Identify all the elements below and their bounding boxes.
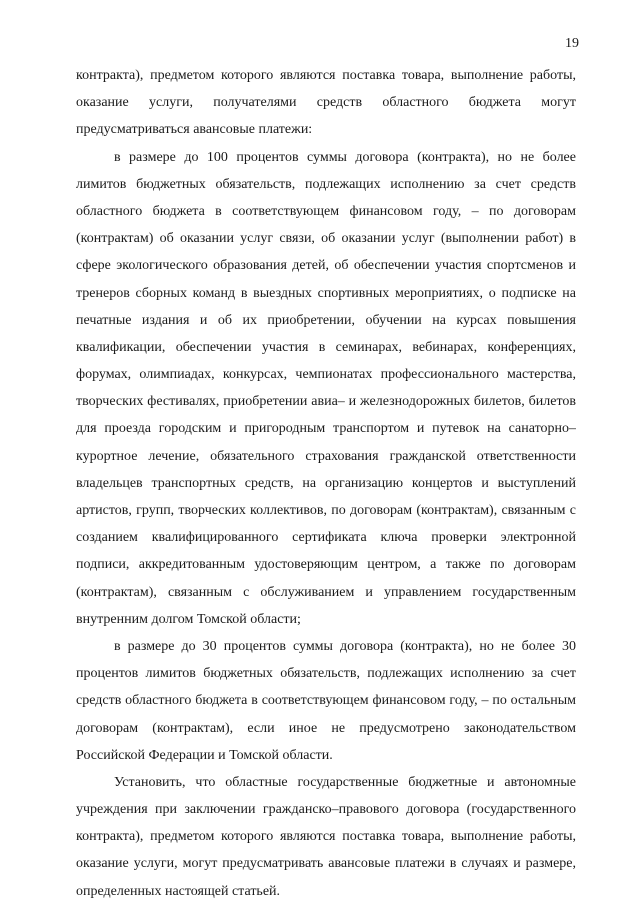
text-line: областного бюджета в соответствующем финансовом году, – по договорам (76, 203, 576, 219)
text-line: Установить, что областные государственные бюджетные и автономные (114, 774, 576, 790)
text-line: лимитов бюджетных обязательств, подлежащих исполнению за счет средств (76, 176, 576, 192)
text-line: учреждения при заключении гражданско–правового договора (государственного (76, 802, 576, 818)
text-line: (контрактам) об оказании услуг связи, об оказании услуг (выполнении работ) в (76, 231, 576, 247)
text-line: контракта), предметом которого являются поставка товара, выполнение работы, (76, 829, 576, 845)
text-line: подписи, аккредитованным удостоверяющим центром, а также по договорам (76, 557, 576, 573)
paragraph-1 (76, 62, 576, 144)
text-line: средств областного бюджета в соответствующем финансовом году, – по остальным (76, 693, 576, 709)
text-line: артистов, групп, творческих коллективов, по договорам (контрактам), связанным с (76, 503, 576, 518)
text-line: владельцев транспортных средств, на организацию концертов и выступлений (76, 475, 576, 491)
text-line: для проезда городским и пригородным транспортом и путевок на санаторно– (76, 421, 576, 437)
paragraph-2 (76, 144, 576, 633)
text-line: оказание услуги, могут предусматривать авансовые платежи в случаях и размере, (76, 856, 576, 872)
text-line: предусматриваться авансовые платежи: (76, 122, 313, 138)
text-line: определенных настоящей статьей. (76, 883, 281, 899)
text-line: внутренним долгом Томской области; (76, 611, 301, 627)
text-line: в размере до 30 процентов суммы договора (контракта), но не более 30 (114, 638, 576, 654)
paragraph-4 (76, 769, 576, 905)
text-line: оказание услуги, получателями средств областного бюджета могут (76, 95, 576, 111)
text-line: созданием квалифицированного сертификата ключа проверки электронной (76, 530, 576, 546)
document-body (76, 62, 576, 905)
page-number: 19 (565, 36, 579, 51)
paragraph-3 (76, 633, 576, 769)
text-line: курортное лечение, обязательного страхования гражданской ответственности (76, 448, 576, 464)
text-line: сфере экологического образования детей, об обеспечении участия спортсменов и (76, 258, 576, 274)
text-line: Российской Федерации и Томской области. (76, 747, 333, 763)
text-line: договорам (контрактам), если иное не предусмотрено законодательством (76, 720, 576, 736)
text-line: творческих фестивалях, приобретении авиа– и железнодорожных билетов, билетов (76, 394, 576, 410)
text-line: тренеров сборных команд в выездных спортивных мероприятиях, о подписке на (76, 285, 576, 301)
text-line: печатные издания и об их приобретении, обучении на курсах повышения (76, 312, 576, 328)
text-line: (контрактам), связанным с обслуживанием и управлением государственным (76, 584, 576, 600)
text-line: в размере до 100 процентов суммы договора (контракта), но не более (114, 149, 576, 165)
text-line: процентов лимитов бюджетных обязательств, подлежащих исполнению за счет (76, 666, 576, 682)
text-line: форумах, олимпиадах, конкурсах, чемпионатах профессионального мастерства, (76, 367, 576, 383)
text-line: контракта), предметом которого являются поставка товара, выполнение работы, (76, 68, 576, 83)
text-line: квалификации, обеспечении участия в семинарах, вебинарах, конференциях, (76, 339, 576, 355)
